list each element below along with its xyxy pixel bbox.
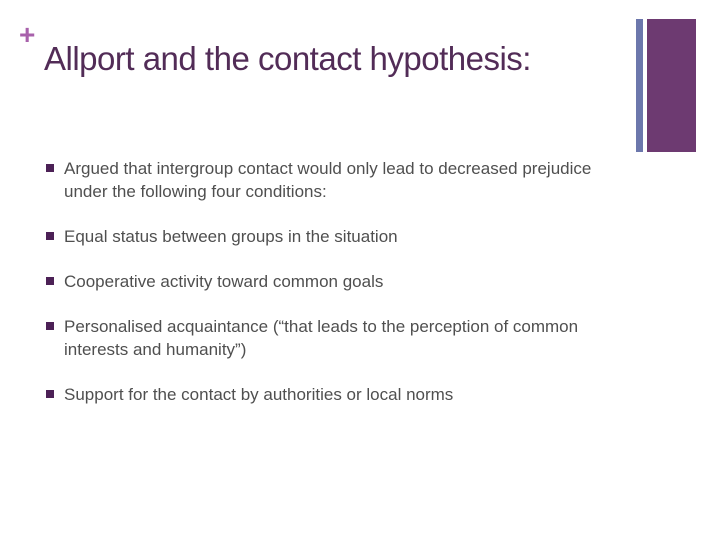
bullet-text: Argued that intergroup contact would only lead to decreased prejudice under the following four conditions: [64, 159, 592, 201]
bullet-item [46, 270, 602, 293]
bullet-square-icon [46, 277, 54, 285]
bullet-text: Support for the contact by authorities or local norms [64, 385, 454, 404]
bullet-list [46, 157, 602, 428]
slide-title: Allport and the contact hypothesis: [44, 40, 531, 77]
plus-decoration-icon: + [19, 19, 36, 50]
bullet-text: Equal status between groups in the situation [64, 227, 398, 246]
bullet-text: Cooperative activity toward common goals [64, 272, 384, 291]
bullet-item [46, 315, 602, 361]
bullet-square-icon [46, 164, 54, 172]
bullet-item [46, 225, 602, 248]
bullet-square-icon [46, 322, 54, 330]
bullet-item [46, 157, 602, 203]
accent-bar-purple [647, 19, 696, 152]
bullet-square-icon [46, 232, 54, 240]
bullet-square-icon [46, 390, 54, 398]
bullet-item [46, 383, 602, 406]
bullet-text: Personalised acquaintance (“that leads to the perception of common interests and humanity”) [64, 317, 579, 359]
accent-bar-slate [636, 19, 643, 152]
